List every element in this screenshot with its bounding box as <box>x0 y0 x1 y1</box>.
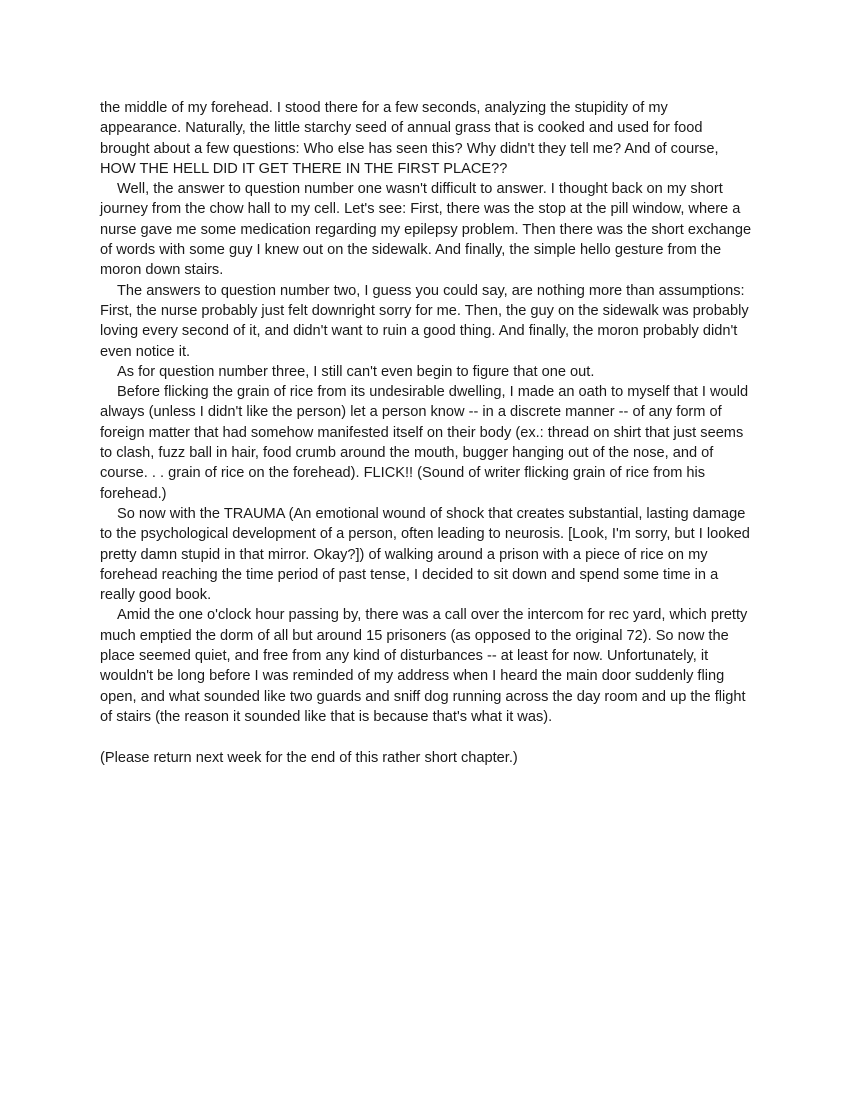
paragraph-6: So now with the TRAUMA (An emotional wound of shock that creates substantial, lasting damage to the psychological development of a person, often leading to neurosis. [Look, I'm sorry, but I looked pretty damn stupid in that mirror. Okay?]) of walking around a prison with a piece of rice on my forehead reaching the time period of past tense, I decided to sit down and spend some time in a really good book. <box>100 505 750 604</box>
paragraph-2: Well, the answer to question number one wasn't difficult to answer. I thought back on my short journey from the chow hall to my cell. Let's see: First, there was the stop at the pill window, where a nurse gave me some medication regarding my epilepsy problem. Then there was the short exchange of words with some guy I knew out on the sidewalk. And finally, the simple hello gesture from the moron down stairs. <box>100 181 752 279</box>
document-page <box>100 98 752 768</box>
paragraph-4: As for question number three, I still can't even begin to figure that one out. <box>117 363 595 380</box>
closing-note: (Please return next week for the end of this rather short chapter.) <box>100 749 518 766</box>
paragraph-7: Amid the one o'clock hour passing by, there was a call over the intercom for rec yard, which pretty much emptied the dorm of all but around 15 prisoners (as opposed to the original 72). So now the place seemed quiet, and free from any kind of disturbances -- at least for now. Unfortunately, it wouldn't be long before I was reminded of my address when I heard the main door suddenly fling open, and what sounded like two guards and sniff dog running across the day room and up the flight of stairs (the reason it sounded like that is because that's what it was). <box>100 607 748 725</box>
paragraph-5: Before flicking the grain of rice from its undesirable dwelling, I made an oath to myself that I would always (unless I didn't like the person) let a person know -- in a discrete manner -- of any form of foreign matter that had somehow manifested itself on their body (ex.: thread on shirt that just seems to clash, fuzz ball in hair, food crumb around the mouth, bugger hanging out of the nose, and of course. . . grain of rice on the forehead). FLICK!! (Sound of writer flicking grain of rice from his forehead.) <box>100 384 749 502</box>
blank-line <box>100 727 752 747</box>
paragraph-1: the middle of my forehead. I stood there for a few seconds, analyzing the stupidity of my appearance. Naturally, the little starchy seed of annual grass that is cooked and used for food brought about a few questions: Who else has seen this? Why didn't they tell me? And of course, HOW THE HELL DID IT GET THERE IN THE FIRST PLACE?? <box>100 100 719 177</box>
paragraph-3: The answers to question number two, I guess you could say, are nothing more than assumptions: First, the nurse probably just felt downright sorry for me. Then, the guy on the sidewalk was probably loving every second of it, and didn't want to ruin a good thing. And finally, the moron probably didn't even notice it. <box>100 282 749 360</box>
